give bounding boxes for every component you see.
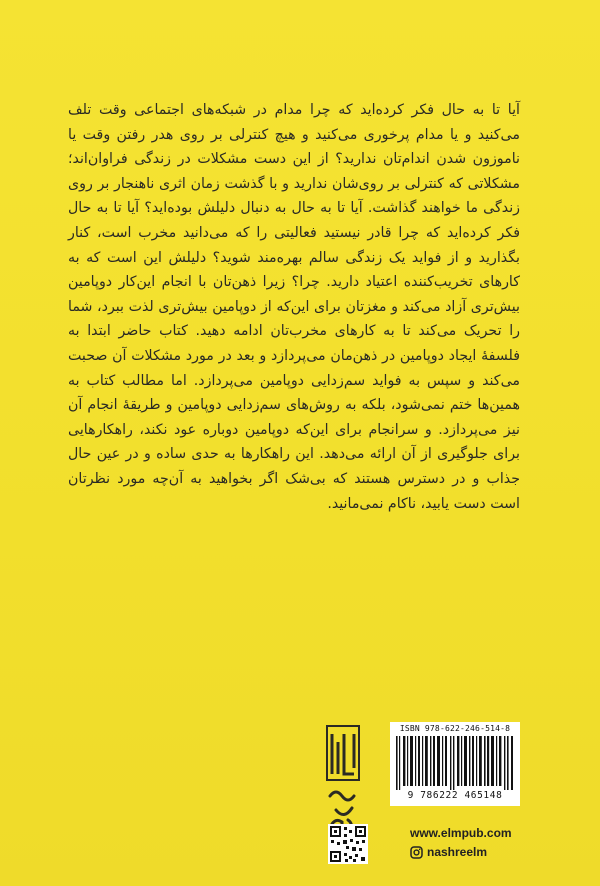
- qr-code-icon: [328, 824, 368, 864]
- instagram-icon: [410, 846, 423, 859]
- instagram-handle: nashreelm: [427, 845, 488, 859]
- barcode-number: 9 786222 465148: [407, 790, 503, 801]
- blurb-paragraph: آیا تا به حال فکر کرده‌اید که چرا مدام در شبکه‌های اجتماعی وقت تلف می‌کنید و یا مدام پرخوری می‌کنید و هیچ کنترلی بر روی هدر رفتن وقت یا ناموزون شدن اندام‌تان ندارید؟ از این دست مشکلات در زندگی فراوان‌اند؛ مشکلاتی که کنترلی بر روی‌شان ندارید و با گذشت زمان اثری ناهنجار بر روی زندگی ما خواهند گذاشت. آیا تا به حال به دنبال دلیلش بوده‌اید؟ آیا تا به حال فکر کرده‌اید که چرا قادر نیستید فعالیتی را که می‌دانید مخرب است، کنار بگذارید و از فواید یک زندگی سالم بهره‌مند شوید؟ دلیلش این است که به کارهای تخریب‌کننده اعتیاد دارید. چرا؟ زیرا ذهن‌تان با انجام این‌کار دوپامین بیش‌تری آزاد می‌کند و مغزتان برای این‌که از دوپامین بیش‌تری لذت ببرد، شما را تحریک می‌کند تا به کارهای مخرب‌تان ادامه دهید. کتاب حاضر ابتدا به فلسفهٔ ایجاد دوپامین در ذهن‌مان می‌پردازد و بعد در مورد مشکلات آن صحبت می‌کند و سپس به فواید سم‌زدایی دوپامین می‌پردازد. اما مطالب کتاب به همین‌ها ختم نمی‌شود، بلکه به روش‌های سم‌زدایی دوپامین و طریقهٔ انجام آن نیز می‌پردازد. و سرانجام برای این‌که دوپامین دوباره عود نکند، راهکارهایی برای جلوگیری از آن ارائه می‌دهد. این راهکارها به حدی ساده و در عین حال جذاب و در دسترس هستند که بی‌شک اگر بخواهید به آن‌چه مورد نظرتان است دست یابید، ناکام نمی‌مانید.: [68, 102, 520, 512]
- isbn-barcode: [390, 722, 520, 806]
- isbn-label: ISBN 978-622-246-514-8: [399, 724, 511, 733]
- publisher-website[interactable]: www.elmpub.com: [410, 826, 512, 840]
- barcode-bars: [394, 736, 516, 790]
- instagram-link[interactable]: [410, 844, 522, 860]
- qr-code[interactable]: [328, 824, 368, 864]
- blurb-text-block: [68, 98, 520, 516]
